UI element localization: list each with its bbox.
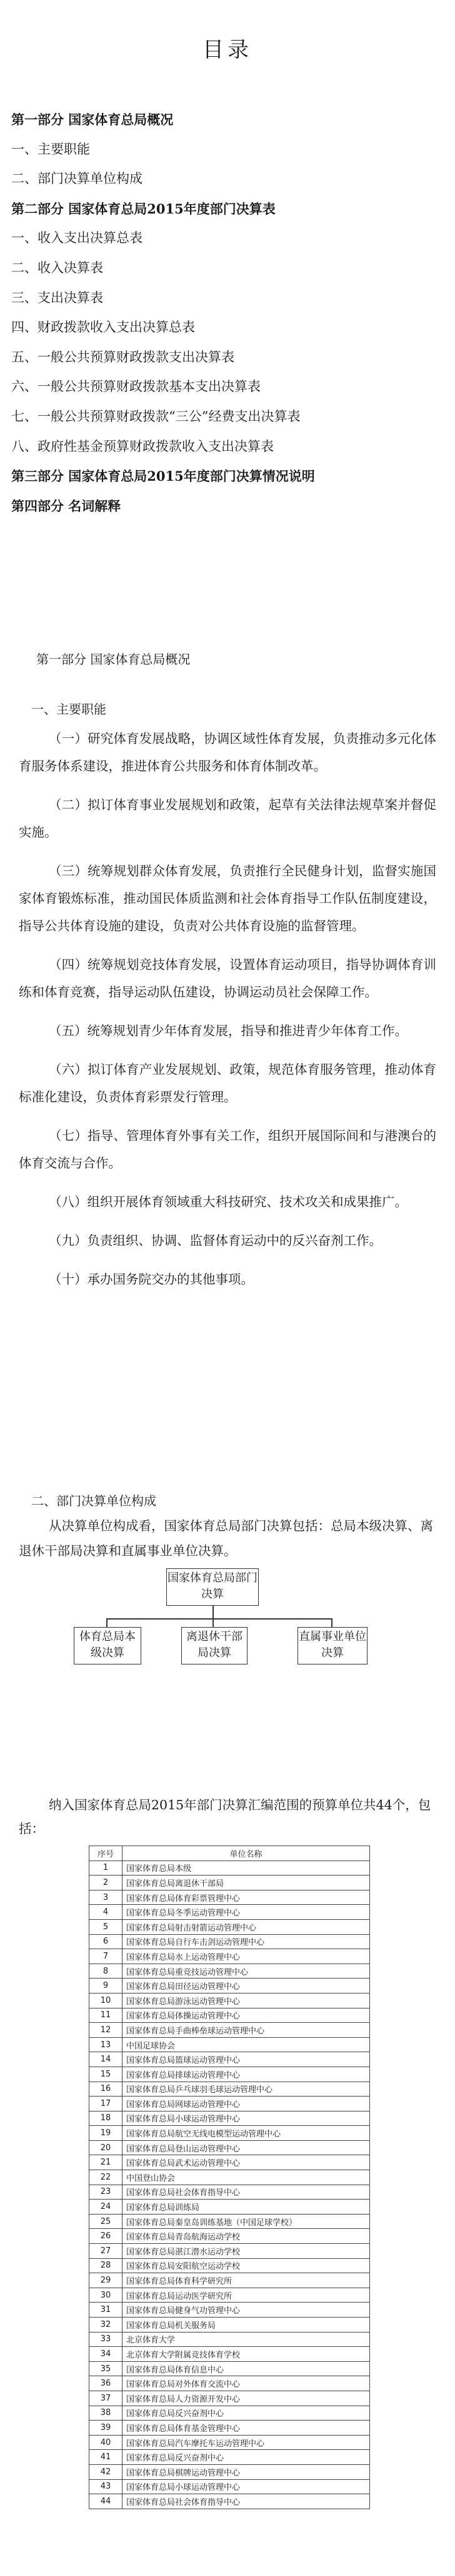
function-paragraph: （八）组织开展体育领域重大科技研究、技术攻关和成果推广。 (49, 1194, 408, 1209)
function-paragraph: （三）统筹规划群众体育发展，负责推行全民健身计划，监督实施国家体育锻炼标准，推动国民体质监测和社会体育指导工作队伍制度建设，指导公共体育设施的建设，负责对公共体育设施的监督管理。 (19, 863, 436, 933)
row-number-cell: 28 (89, 2258, 122, 2273)
table-body (89, 1861, 370, 2509)
row-number-cell: 17 (89, 2097, 122, 2111)
unit-name-cell: 中国登山协会 (122, 2170, 370, 2185)
toc-item: 一、主要职能 (11, 141, 90, 157)
row-number-cell: 23 (89, 2185, 122, 2200)
table-row (89, 2450, 370, 2465)
unit-name-cell: 国家体育总局重竞技运动管理中心 (122, 1964, 370, 1979)
unit-name-cell: 国家体育总局汽车摩托车运动管理中心 (122, 2435, 370, 2450)
toc-item: 五、一般公共预算财政拨款支出决算表 (11, 349, 234, 365)
org-connector (106, 1618, 108, 1627)
unit-name-cell: 国家体育总局网球运动管理中心 (122, 2097, 370, 2111)
function-paragraph: （七）指导、管理体育外事有关工作，组织开展国际间和与港澳台的体育交流与合作。 (19, 1128, 436, 1171)
org-chart (0, 1561, 455, 1698)
row-number-cell: 1 (89, 1861, 122, 1875)
table-header-cell: 序号 (89, 1846, 122, 1861)
unit-name-cell: 国家体育总局机关服务局 (122, 2318, 370, 2333)
toc-item: 二、部门决算单位构成 (11, 171, 142, 187)
table-row (89, 2067, 370, 2082)
table-row (89, 2303, 370, 2318)
table-row (89, 2140, 370, 2155)
row-number-cell: 34 (89, 2347, 122, 2362)
table-row (89, 1934, 370, 1949)
table-row (89, 1905, 370, 1920)
table-row (89, 2376, 370, 2391)
unit-name-cell: 国家体育总局自行车击剑运动管理中心 (122, 1934, 370, 1949)
row-number-cell: 40 (89, 2435, 122, 2450)
unit-name-cell: 国家体育总局青岛航海运动学校 (122, 2229, 370, 2244)
org-child-box: 直属事业单位决算 (298, 1627, 368, 1664)
unit-name-cell: 国家体育总局排球运动管理中心 (122, 2067, 370, 2082)
toc-item: 第二部分 国家体育总局2015年度部门决算表 (11, 200, 276, 217)
unit-name-cell: 国家体育总局航空无线电模型运动管理中心 (122, 2126, 370, 2141)
toc-item: 七、一般公共预算财政拨款“三公”经费支出决算表 (11, 408, 301, 424)
table-row (89, 2097, 370, 2111)
unit-name-cell: 国家体育总局离退休干部局 (122, 1875, 370, 1890)
unit-name-cell: 国家体育总局登山运动管理中心 (122, 2140, 370, 2155)
table-row (89, 2464, 370, 2479)
row-number-cell: 14 (89, 2052, 122, 2067)
unit-name-cell: 国家体育总局水上运动管理中心 (122, 1949, 370, 1964)
row-number-cell: 3 (89, 1890, 122, 1905)
table-header-row (89, 1846, 370, 1861)
table-row (89, 2037, 370, 2052)
row-number-cell: 24 (89, 2200, 122, 2215)
budget-units-table (89, 1846, 370, 2509)
table-header-cell: 单位名称 (122, 1846, 370, 1861)
unit-name-cell: 国家体育总局训练局 (122, 2200, 370, 2215)
units-intro: 从决算单位构成看，国家体育总局部门决算包括：总局本级决算、离退休干部局决算和直属事业单位决算。 (19, 1518, 433, 1558)
unit-name-cell: 国家体育总局秦皇岛训练基地（中国足球学校） (122, 2214, 370, 2229)
function-paragraph: （九）负责组织、协调、监督体育运动中的反兴奋剂工作。 (49, 1233, 382, 1248)
table-row (89, 2023, 370, 2038)
table-row (89, 2273, 370, 2288)
row-number-cell: 42 (89, 2464, 122, 2479)
row-number-cell: 2 (89, 1875, 122, 1890)
toc-item: 第一部分 国家体育总局概况 (11, 112, 174, 127)
org-child-box: 离退休干部局决算 (181, 1627, 248, 1664)
table-row (89, 1919, 370, 1934)
row-number-cell: 13 (89, 2037, 122, 2052)
function-paragraph: （二）拟订体育事业发展规划和政策，起草有关法律法规草案并督促实施。 (19, 797, 436, 840)
org-connector (106, 1618, 331, 1620)
row-number-cell: 31 (89, 2303, 122, 2318)
unit-name-cell: 国家体育总局棋牌运动管理中心 (122, 2464, 370, 2479)
table-row (89, 1979, 370, 1993)
toc-item: 第四部分 名词解释 (11, 498, 121, 514)
row-number-cell: 39 (89, 2421, 122, 2436)
table-row (89, 1875, 370, 1890)
row-number-cell: 26 (89, 2229, 122, 2244)
table-row (89, 2052, 370, 2067)
table-row (89, 2008, 370, 2023)
table-row (89, 2155, 370, 2170)
row-number-cell: 8 (89, 1964, 122, 1979)
row-number-cell: 37 (89, 2391, 122, 2406)
units-heading: 二、部门决算单位构成 (31, 1493, 156, 1508)
row-number-cell: 29 (89, 2273, 122, 2288)
table-row (89, 2435, 370, 2450)
unit-name-cell: 国家体育总局手曲棒垒球运动管理中心 (122, 2023, 370, 2038)
unit-name-cell: 国家体育总局篮球运动管理中心 (122, 2052, 370, 2067)
function-paragraph: （六）拟订体育产业发展规划、政策，规范体育服务管理，推动体育标准化建设，负责体育彩票发行管理。 (19, 1062, 436, 1104)
row-number-cell: 12 (89, 2023, 122, 2038)
toc-item: 一、收入支出决算总表 (11, 230, 142, 246)
unit-name-cell: 国家体育总局体育科学研究所 (122, 2273, 370, 2288)
row-number-cell: 35 (89, 2361, 122, 2376)
part1-heading: 第一部分 国家体育总局概况 (36, 652, 191, 667)
unit-name-cell: 中国足球协会 (122, 2037, 370, 2052)
table-row (89, 2406, 370, 2421)
toc-item: 八、政府性基金预算财政拨款收入支出决算表 (11, 438, 274, 454)
row-number-cell: 36 (89, 2376, 122, 2391)
toc-item: 三、支出决算表 (11, 290, 103, 305)
toc-item: 六、一般公共预算财政拨款基本支出决算表 (11, 379, 261, 395)
unit-name-cell: 国家体育总局体育信息中心 (122, 2361, 370, 2376)
table-row (89, 2479, 370, 2494)
org-root-box: 国家体育总局部门决算 (166, 1568, 259, 1606)
org-child-box: 体育总局本级决算 (74, 1627, 141, 1664)
row-number-cell: 32 (89, 2318, 122, 2333)
functions-list (19, 725, 436, 1293)
row-number-cell: 38 (89, 2406, 122, 2421)
table-row (89, 2214, 370, 2229)
row-number-cell: 22 (89, 2170, 122, 2185)
toc-item: 第三部分 国家体育总局2015年度部门决算情况说明 (11, 468, 315, 484)
row-number-cell: 30 (89, 2288, 122, 2303)
table-row (89, 2421, 370, 2436)
unit-name-cell: 国家体育总局乒乓球羽毛球运动管理中心 (122, 2082, 370, 2097)
unit-name-cell: 国家体育总局人力资源开发中心 (122, 2391, 370, 2406)
table-row (89, 2288, 370, 2303)
unit-name-cell: 国家体育总局本级 (122, 1861, 370, 1875)
table-row (89, 1861, 370, 1875)
table-row (89, 2391, 370, 2406)
row-number-cell: 5 (89, 1919, 122, 1934)
unit-name-cell: 国家体育总局游泳运动管理中心 (122, 1993, 370, 2008)
table-row (89, 1964, 370, 1979)
toc-list (11, 105, 442, 521)
table-row (89, 2494, 370, 2509)
unit-name-cell: 国家体育总局体操运动管理中心 (122, 2008, 370, 2023)
row-number-cell: 11 (89, 2008, 122, 2023)
unit-name-cell: 国家体育总局小球运动管理中心 (122, 2479, 370, 2494)
org-connector (212, 1606, 214, 1618)
table-row (89, 2200, 370, 2215)
unit-name-cell: 国家体育总局冬季运动管理中心 (122, 1905, 370, 1920)
function-paragraph: （十）承办国务院交办的其他事项。 (49, 1272, 254, 1287)
unit-name-cell: 国家体育总局小球运动管理中心 (122, 2111, 370, 2126)
row-number-cell: 27 (89, 2244, 122, 2259)
unit-name-cell: 国家体育总局反兴奋剂中心 (122, 2406, 370, 2421)
unit-name-cell: 国家体育总局对外体育交流中心 (122, 2376, 370, 2391)
unit-name-cell: 国家体育总局运动医学研究所 (122, 2288, 370, 2303)
row-number-cell: 21 (89, 2155, 122, 2170)
function-paragraph: （一）研究体育发展战略，协调区域性体育发展，负责推动多元化体育服务体系建设，推进体育公共服务和体育体制改革。 (19, 731, 436, 774)
row-number-cell: 20 (89, 2140, 122, 2155)
table-row (89, 1949, 370, 1964)
toc-item: 四、财政拨款收入支出决算总表 (11, 320, 195, 335)
unit-name-cell: 国家体育总局社会体育指导中心 (122, 2185, 370, 2200)
unit-name-cell: 国家体育总局射击射箭运动管理中心 (122, 1919, 370, 1934)
unit-name-cell: 国家体育总局社会体育指导中心 (122, 2494, 370, 2509)
functions-section (19, 699, 436, 1304)
table-row (89, 2229, 370, 2244)
row-number-cell: 15 (89, 2067, 122, 2082)
unit-name-cell: 北京体育大学 (122, 2332, 370, 2347)
row-number-cell: 44 (89, 2494, 122, 2509)
table-row (89, 2111, 370, 2126)
unit-name-cell: 国家体育总局武术运动管理中心 (122, 2155, 370, 2170)
org-connector (331, 1618, 332, 1627)
table-row (89, 2185, 370, 2200)
toc-title: 目录 (202, 37, 252, 62)
row-number-cell: 33 (89, 2332, 122, 2347)
table-row (89, 2361, 370, 2376)
table-row (89, 2318, 370, 2333)
function-paragraph: （五）统筹规划青少年体育发展，指导和推进青少年体育工作。 (49, 1023, 408, 1038)
table-row (89, 1993, 370, 2008)
unit-name-cell: 国家体育总局健身气功管理中心 (122, 2303, 370, 2318)
unit-name-cell: 国家体育总局田径运动管理中心 (122, 1979, 370, 1993)
toc-item: 二、收入决算表 (11, 260, 103, 275)
table-row (89, 2332, 370, 2347)
table-row (89, 2347, 370, 2362)
unit-name-cell: 国家体育总局体育基金管理中心 (122, 2421, 370, 2436)
row-number-cell: 16 (89, 2082, 122, 2097)
table-row (89, 2244, 370, 2259)
unit-name-cell: 北京体育大学附属竞技体育学校 (122, 2347, 370, 2362)
unit-name-cell: 国家体育总局安阳航空运动学校 (122, 2258, 370, 2273)
org-connector (212, 1618, 214, 1627)
table-row (89, 2126, 370, 2141)
unit-name-cell: 国家体育总局体育彩票管理中心 (122, 1890, 370, 1905)
row-number-cell: 18 (89, 2111, 122, 2126)
row-number-cell: 43 (89, 2479, 122, 2494)
row-number-cell: 7 (89, 1949, 122, 1964)
row-number-cell: 25 (89, 2214, 122, 2229)
budget-units-intro: 纳入国家体育总局2015年部门决算汇编范围的预算单位共44个，包括： (19, 1797, 431, 1836)
table-row (89, 2170, 370, 2185)
function-paragraph: （四）统筹规划竞技体育发展，设置体育运动项目，指导协调体育训练和体育竞赛，指导运动队伍建设，协调运动员社会保障工作。 (19, 957, 436, 1000)
unit-name-cell: 国家体育总局反兴奋剂中心 (122, 2450, 370, 2465)
row-number-cell: 10 (89, 1993, 122, 2008)
table-row (89, 1890, 370, 1905)
row-number-cell: 4 (89, 1905, 122, 1920)
row-number-cell: 19 (89, 2126, 122, 2141)
row-number-cell: 6 (89, 1934, 122, 1949)
functions-heading: 一、主要职能 (31, 702, 106, 717)
table-row (89, 2082, 370, 2097)
row-number-cell: 41 (89, 2450, 122, 2465)
unit-name-cell: 国家体育总局湛江潜水运动学校 (122, 2244, 370, 2259)
row-number-cell: 9 (89, 1979, 122, 1993)
table-row (89, 2258, 370, 2273)
